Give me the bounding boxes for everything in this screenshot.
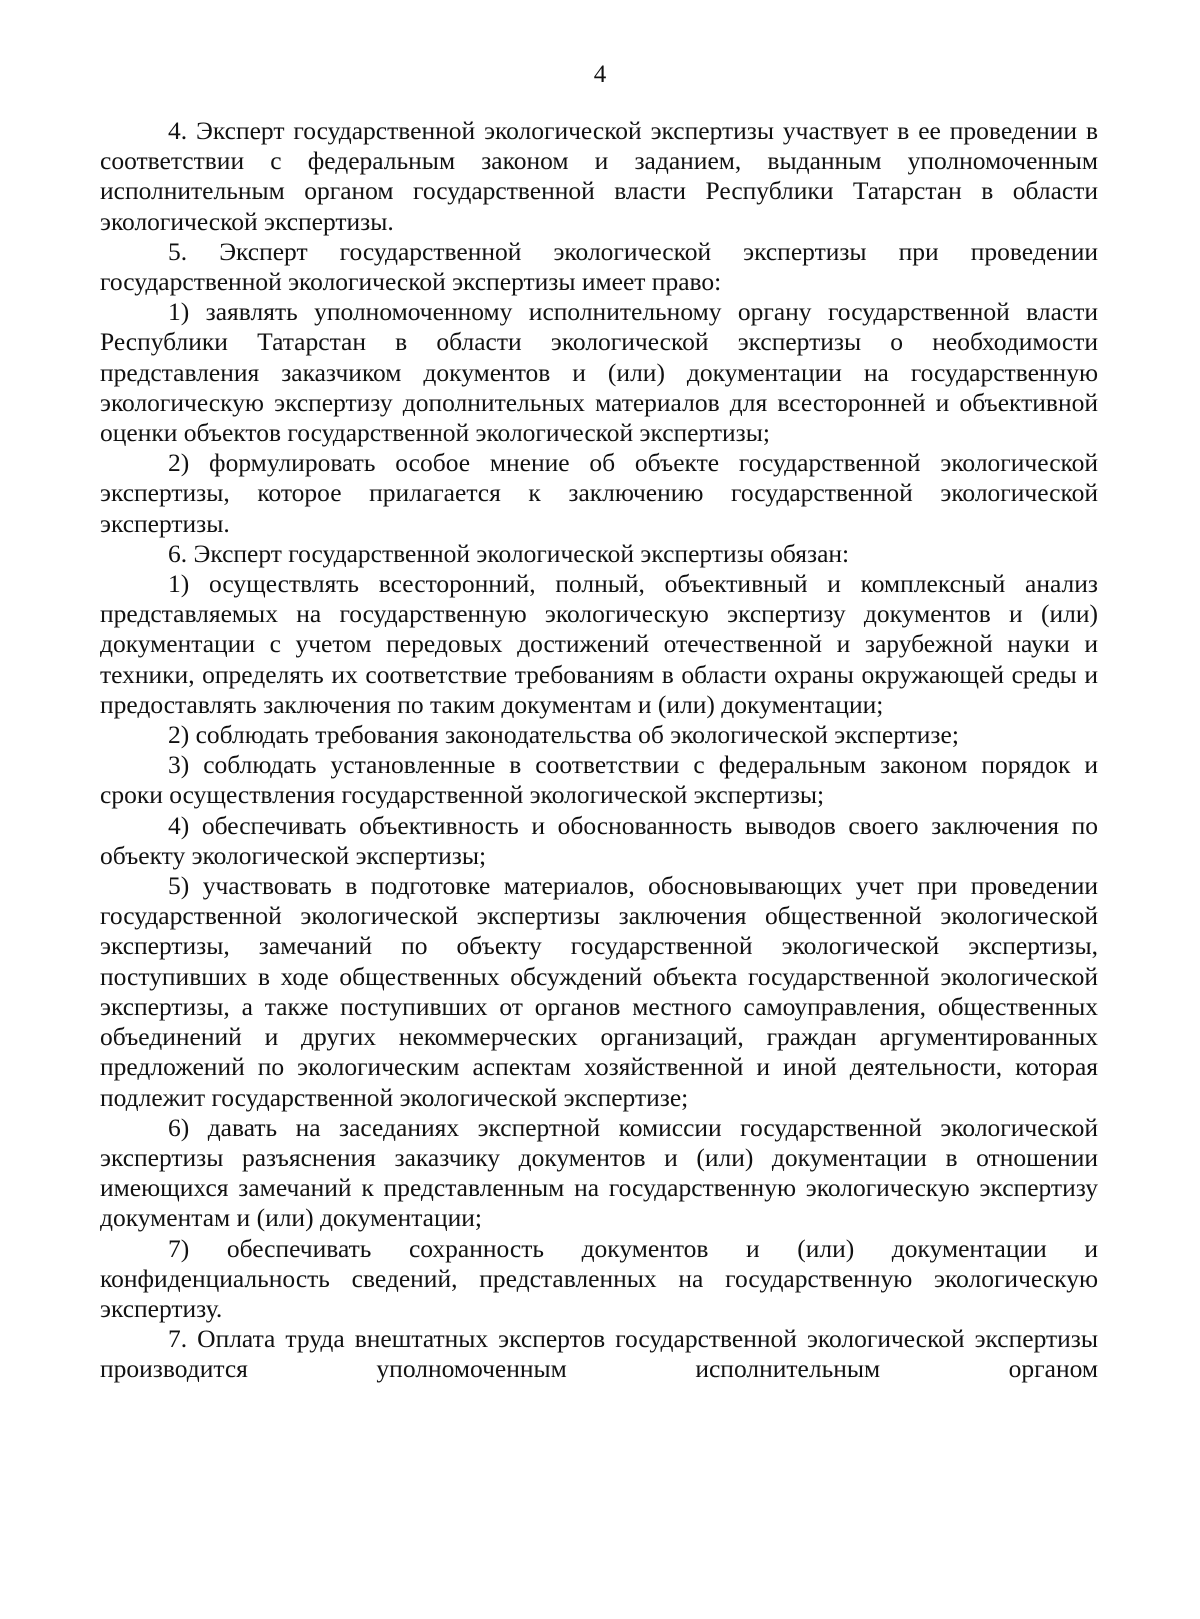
paragraph-6-item-4: 4) обеспечивать объективность и обоснованность выводов своего заключения по объекту экологической экспертизы;	[100, 810, 1098, 870]
paragraph-6-item-2: 2) соблюдать требования законодательства об экологической экспертизе;	[168, 720, 959, 750]
document-body	[100, 116, 1098, 1385]
paragraph-6-item-6: 6) давать на заседаниях экспертной комиссии государственной экологической экспертизы разъяснения заказчику документов и (или) документации в отношении имеющихся замечаний к представленным на государственную экологическую экспертизу документам и (или) документации;	[100, 1112, 1098, 1233]
paragraph-5-item-2: 2) формулировать особое мнение об объекте государственной экологической экспертизы, которое прилагается к заключению государственной экологической экспертизы.	[100, 448, 1098, 538]
paragraph-4: 4. Эксперт государственной экологической экспертизы участвует в ее проведении в соответствии с федеральным законом и заданием, выданным уполномоченным исполнительным органом государственной власти Республики Татарстан в области экологической экспертизы.	[100, 116, 1098, 236]
paragraph-6-item-7: 7) обеспечивать сохранность документов и (или) документации и конфиденциальность сведений, представленных на государственную экологическую экспертизу.	[100, 1233, 1098, 1323]
paragraph-7: 7. Оплата труда внештатных экспертов государственной экологической экспертизы производится уполномоченным исполнительным органом	[100, 1324, 1098, 1384]
paragraph-6-item-1: 1) осуществлять всесторонний, полный, объективный и комплексный анализ представляемых на государственную экологическую экспертизу документов и (или) документации с учетом передовых достижений отечественной и зарубежной науки и техники, определять их соответствие требованиям в области охраны окружающей среды и предоставлять заключения по таким документам и (или) документации;	[100, 569, 1098, 719]
paragraph-5-item-1: 1) заявлять уполномоченному исполнительному органу государственной власти Республики Татарстан в области экологической экспертизы о необходимости представления заказчиком документов и (или) документации на государственную экологическую экспертизу дополнительных материалов для всесторонней и объективной оценки объектов государственной экологической экспертизы;	[100, 297, 1098, 448]
paragraph-6: 6. Эксперт государственной экологической экспертизы обязан:	[168, 538, 850, 568]
paragraph-6-item-5: 5) участвовать в подготовке материалов, обосновывающих учет при проведении государственной экологической экспертизы заключения общественной экологической экспертизы, замечаний по объекту государственной экологической экспертизы, поступивших в ходе общественных обсуждений объекта государственной экологической экспертизы, а также поступивших от органов местного самоуправления, общественных объединений и других некоммерческих организаций, граждан аргументированных предложений по экологическим аспектам хозяйственной и иной деятельности, которая подлежит государственной экологической экспертизе;	[100, 871, 1098, 1112]
paragraph-6-item-3: 3) соблюдать установленные в соответствии с федеральным законом порядок и сроки осуществления государственной экологической экспертизы;	[100, 750, 1098, 810]
paragraph-5: 5. Эксперт государственной экологической экспертизы при проведении государственной экологической экспертизы имеет право:	[100, 236, 1098, 297]
page-number: 4	[593, 61, 607, 88]
